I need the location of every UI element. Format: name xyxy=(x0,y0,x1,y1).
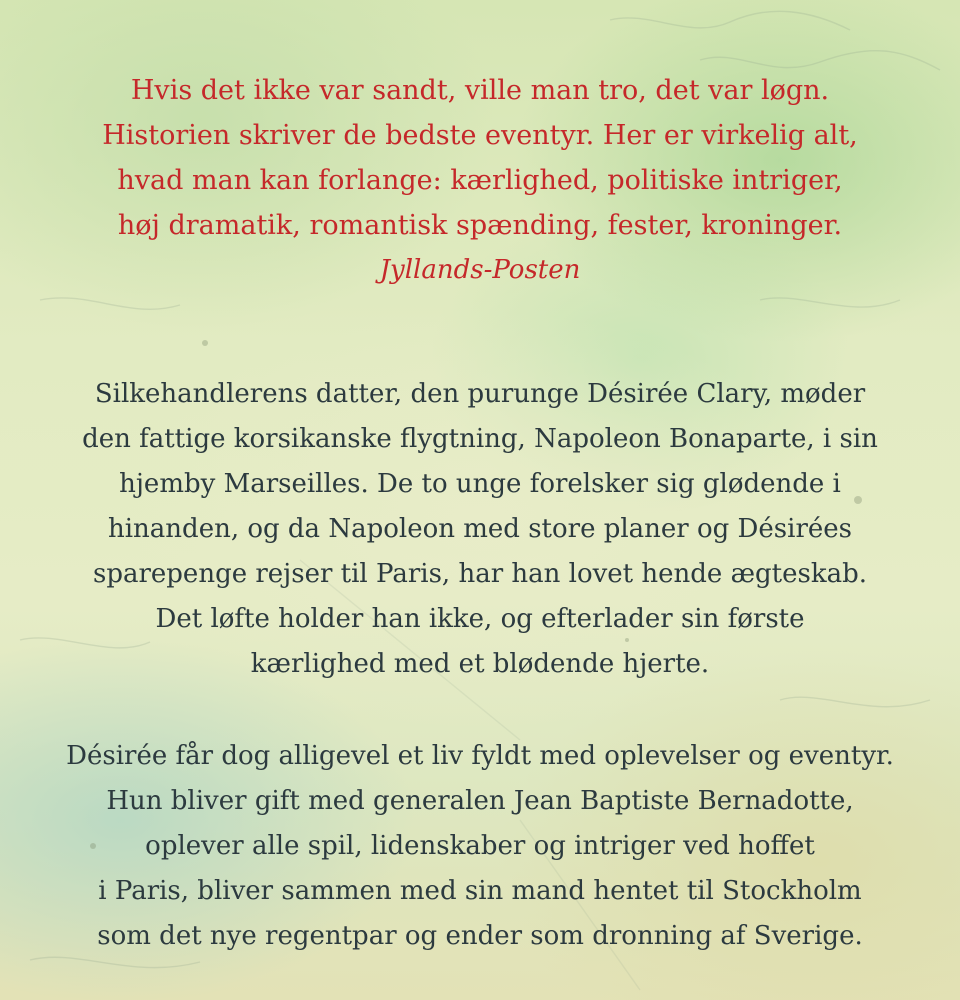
synopsis-paragraph-2 xyxy=(0,734,960,959)
paragraph-line: Hun bliver gift med generalen Jean Baptiste Bernadotte, xyxy=(106,786,854,816)
quote-line: Historien skriver de bedste eventyr. Her er virkelig alt, xyxy=(102,120,858,151)
paragraph-line: kærlighed med et blødende hjerte. xyxy=(250,649,710,679)
paragraph-line: sparepenge rejser til Paris, har han lovet hende ægteskab. xyxy=(92,559,867,589)
paragraph-line: hjemby Marseilles. De to unge forelsker sig glødende i xyxy=(119,469,841,499)
paragraph-line: i Paris, bliver sammen med sin mand hentet til Stockholm xyxy=(98,876,862,906)
synopsis-paragraph-1 xyxy=(0,372,960,687)
paragraph-line: Det løfte holder han ikke, og efterlader sin første xyxy=(155,604,805,634)
quote-line: Hvis det ikke var sandt, ville man tro, det var løgn. xyxy=(130,75,830,106)
quote-line: hvad man kan forlange: kærlighed, politiske intriger, xyxy=(117,165,843,196)
review-quote xyxy=(0,68,960,292)
quote-line: høj dramatik, romantisk spænding, fester, kroninger. xyxy=(117,210,843,241)
paragraph-line: oplever alle spil, lidenskaber og intriger ved hoffet xyxy=(145,831,815,861)
quote-source: Jyllands-Posten xyxy=(379,255,581,285)
paragraph-line: Désirée får dog alligevel et liv fyldt med oplevelser og eventyr. xyxy=(66,741,894,771)
paragraph-line: hinanden, og da Napoleon med store planer og Désirées xyxy=(108,514,852,544)
paragraph-line: den fattige korsikanske flygtning, Napoleon Bonaparte, i sin xyxy=(82,424,878,454)
paragraph-line: Silkehandlerens datter, den purunge Désirée Clary, møder xyxy=(94,379,866,409)
paragraph-line: som det nye regentpar og ender som dronning af Sverige. xyxy=(97,921,863,951)
